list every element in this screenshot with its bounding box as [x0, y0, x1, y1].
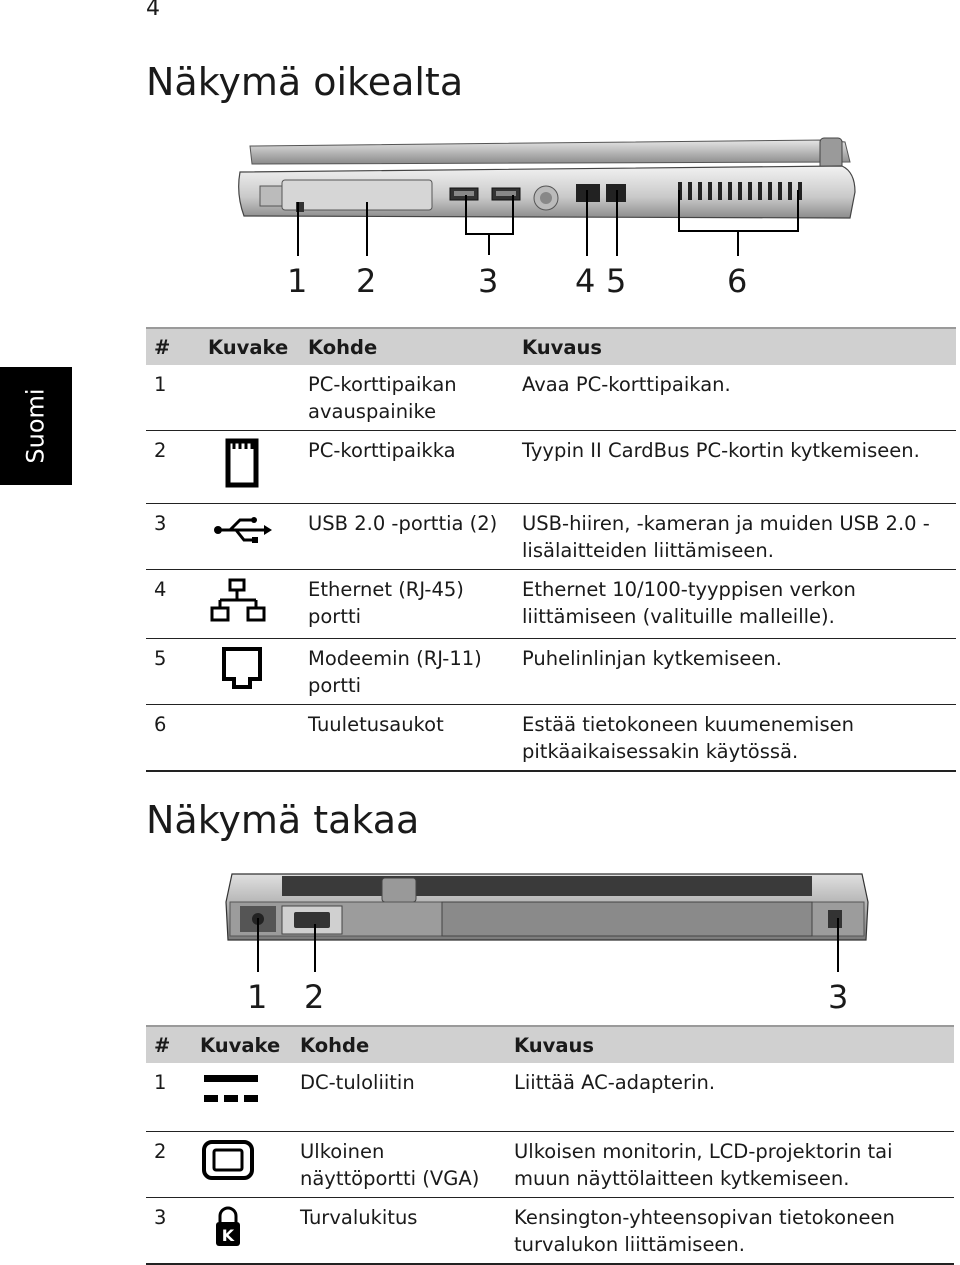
callout-number: 5	[606, 262, 627, 300]
callout-number: 3	[828, 978, 849, 1016]
row-item: USB 2.0 -porttia (2)	[300, 504, 514, 570]
header-desc: Kuvaus	[506, 1026, 954, 1063]
table-header-row	[146, 1026, 954, 1063]
row-num: 1	[146, 365, 200, 431]
modem-icon	[208, 645, 268, 691]
row-num: 6	[146, 705, 200, 772]
callout-number: 2	[356, 262, 377, 300]
callout-number: 1	[247, 978, 268, 1016]
callout-line-6-stem	[737, 230, 739, 256]
row-desc: Estää tietokoneen kuumenemisen pitkäaikaisessakin käytössä.	[514, 705, 956, 772]
table-row	[146, 705, 956, 772]
row-desc: Avaa PC-korttipaikan.	[514, 365, 956, 431]
row-num: 3	[146, 1197, 192, 1264]
row-num: 4	[146, 570, 200, 639]
header-desc: Kuvaus	[514, 328, 956, 365]
pc-card-slot-icon	[208, 437, 268, 491]
table-row	[146, 504, 956, 570]
row-desc: USB-hiiren, -kameran ja muiden USB 2.0 - lisälaitteiden liittämiseen.	[514, 504, 956, 570]
row-num: 1	[146, 1063, 192, 1131]
table-row	[146, 431, 956, 504]
table-row	[146, 1063, 954, 1131]
language-tab	[0, 367, 72, 485]
row-item: PC-korttipaikan avauspainike	[300, 365, 514, 431]
callout-number: 1	[287, 262, 308, 300]
back-view-table	[146, 1025, 954, 1265]
header-num: #	[146, 328, 200, 365]
language-tab-label: Suomi	[22, 388, 50, 464]
callout-number: 6	[727, 262, 748, 300]
vga-icon	[200, 1138, 260, 1184]
row-icon-empty	[200, 705, 300, 772]
row-item: Tuuletusaukot	[300, 705, 514, 772]
section-title-right-view: Näkymä oikealta	[146, 60, 464, 104]
table-row	[146, 570, 956, 639]
svg-text:K: K	[221, 1225, 235, 1245]
table-header-row	[146, 328, 956, 365]
table-row	[146, 639, 956, 705]
row-desc: Ulkoisen monitorin, LCD-projektorin tai muun näyttölaitteen kytkemiseen.	[506, 1131, 954, 1197]
callout-line-1	[297, 202, 299, 256]
dc-in-icon	[200, 1069, 264, 1109]
callout-line-4	[586, 190, 588, 256]
row-icon-empty	[200, 365, 300, 431]
header-icon: Kuvake	[192, 1026, 292, 1063]
callout-line-back-1	[257, 918, 259, 972]
usb-icon	[208, 510, 278, 550]
row-item: DC-tuloliitin	[292, 1063, 506, 1131]
callout-number: 2	[304, 978, 325, 1016]
row-desc: Puhelinlinjan kytkemiseen.	[514, 639, 956, 705]
row-num: 2	[146, 1131, 192, 1197]
page-number: 4	[146, 0, 160, 21]
header-num: #	[146, 1026, 192, 1063]
callout-number: 3	[478, 262, 499, 300]
row-item: Modeemin (RJ-11) portti	[300, 639, 514, 705]
row-desc: Ethernet 10/100-tyyppisen verkon liittämiseen (valituille malleille).	[514, 570, 956, 639]
row-num: 2	[146, 431, 200, 504]
row-item: Ethernet (RJ-45) portti	[300, 570, 514, 639]
row-desc: Kensington-yhteensopivan tietokoneen turvalukon liittämiseen.	[506, 1197, 954, 1264]
table-row	[146, 1197, 954, 1264]
row-num: 3	[146, 504, 200, 570]
callout-line-6a	[678, 190, 680, 232]
laptop-right-side-illustration	[230, 132, 870, 232]
kensington-lock-icon	[200, 1204, 260, 1250]
callout-line-back-2	[314, 924, 316, 972]
callout-line-3-stem	[488, 233, 490, 255]
callout-number: 4	[575, 262, 596, 300]
row-num: 5	[146, 639, 200, 705]
callout-line-3a	[465, 195, 467, 235]
table-row	[146, 1131, 954, 1197]
row-item: Ulkoinen näyttöportti (VGA)	[292, 1131, 506, 1197]
laptop-back-illustration	[222, 862, 872, 952]
row-desc: Liittää AC-adapterin.	[506, 1063, 954, 1131]
callout-line-5	[616, 190, 618, 256]
section-title-back-view: Näkymä takaa	[146, 798, 420, 842]
row-item: Turvalukitus	[292, 1197, 506, 1264]
callout-line-back-3	[837, 918, 839, 972]
callout-line-2	[366, 202, 368, 256]
callout-line-6b	[797, 190, 799, 232]
table-row	[146, 365, 956, 431]
right-view-table	[146, 327, 956, 772]
ethernet-icon	[208, 576, 268, 626]
header-item: Kohde	[300, 328, 514, 365]
header-icon: Kuvake	[200, 328, 300, 365]
callout-line-3b	[512, 195, 514, 235]
header-item: Kohde	[292, 1026, 506, 1063]
row-item: PC-korttipaikka	[300, 431, 514, 504]
row-desc: Tyypin II CardBus PC-kortin kytkemiseen.	[514, 431, 956, 504]
